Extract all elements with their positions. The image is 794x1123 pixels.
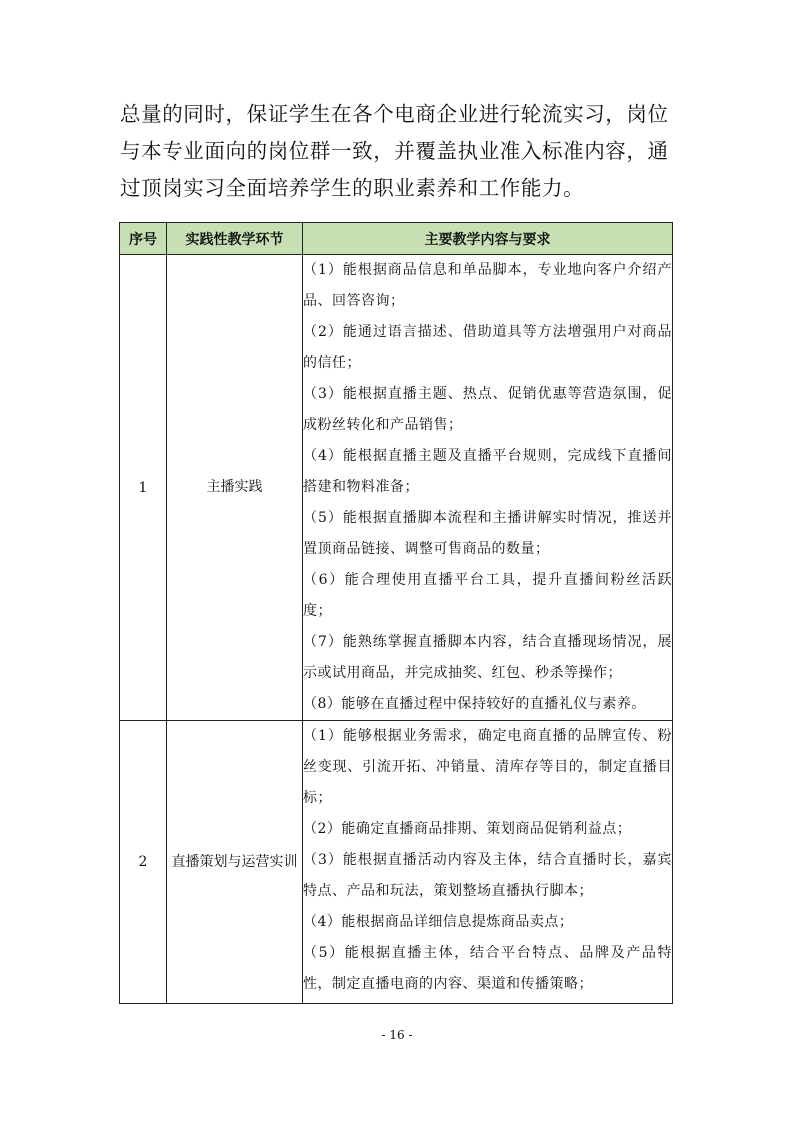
page-number: - 16 - (381, 1028, 413, 1042)
row-teaching-link: 直播策划与运营实训 (167, 721, 303, 1004)
requirement-item: （5）能根据直播脚本流程和主播讲解实时情况，推送并置顶商品链接、调整可售商品的数量； (303, 510, 672, 557)
intro-line: 总量的同时，保证学生在各个电商企业进行轮流实习，岗位 (120, 102, 669, 126)
requirement-item: （2）能确定直播商品排期、策划商品促销利益点； (303, 821, 632, 837)
requirement-item: （3）能根据直播活动内容及主体，结合直播时长，嘉宾特点、产品和玩法，策划整场直播执行脚本； (303, 852, 672, 899)
requirement-item: （2）能通过语言描述、借助道具等方法增强用户对商品的信任； (303, 324, 672, 371)
requirement-item: （1）能根据商品信息和单品脚本，专业地向客户介绍产品、回答咨询； (303, 262, 672, 309)
practical-teaching-table (119, 222, 673, 1004)
requirement-item: （4）能根据商品详细信息提炼商品卖点； (303, 914, 574, 930)
requirement-item: （4）能根据直播主题及直播平台规则，完成线下直播间搭建和物料准备； (303, 448, 672, 495)
row-teaching-link: 主播实践 (167, 255, 303, 721)
requirement-item: （8）能够在直播过程中保持较好的直播礼仪与素养。 (303, 696, 646, 712)
requirement-item: （6）能合理使用直播平台工具，提升直播间粉丝活跃度； (303, 572, 672, 619)
intro-paragraph (120, 96, 675, 207)
header-seq: 序号 (120, 223, 167, 255)
requirement-item: （5）能根据直播主体，结合平台特点、品牌及产品特性，制定直播电商的内容、渠道和传播策略； (303, 945, 672, 992)
row-requirements (303, 721, 673, 1004)
row-requirements (303, 255, 673, 721)
table-row (120, 721, 673, 1004)
table-header-row (120, 223, 673, 255)
requirement-item: （3）能根据直播主题、热点、促销优惠等营造氛围，促成粉丝转化和产品销售； (303, 386, 672, 433)
row-seq: 1 (120, 255, 167, 721)
requirement-item: （7）能熟练掌握直播脚本内容，结合直播现场情况，展示或试用商品，并完成抽奖、红包、秒杀等操作； (303, 634, 672, 681)
intro-line: 过顶岗实习全面培养学生的职业素养和工作能力。 (120, 176, 585, 200)
header-content-requirements: 主要教学内容与要求 (303, 223, 673, 255)
requirement-item: （1）能够根据业务需求，确定电商直播的品牌宣传、粉丝变现、引流开拓、冲销量、清库存等目的，制定直播目标； (303, 728, 672, 806)
row-seq: 2 (120, 721, 167, 1004)
table-row (120, 255, 673, 721)
header-teaching-link: 实践性教学环节 (167, 223, 303, 255)
intro-line: 与本专业面向的岗位群一致，并覆盖执业准入标准内容，通 (120, 139, 669, 163)
